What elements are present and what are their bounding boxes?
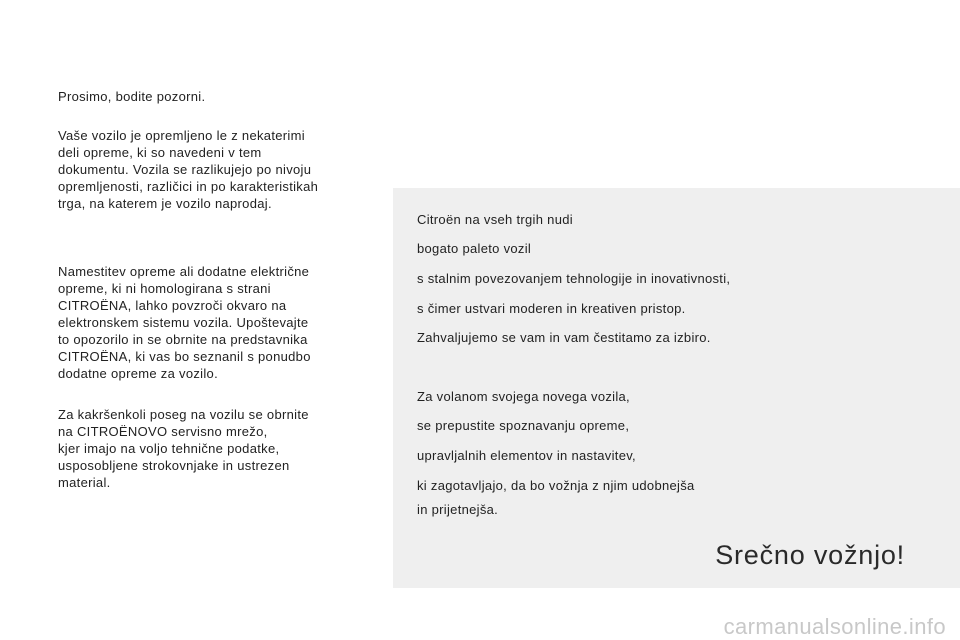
welcome-line: bogato paleto vozil [417, 241, 532, 256]
welcome-panel [393, 188, 960, 588]
paragraph-line: CITROËNA, ki vas bo seznanil s ponudbo [58, 349, 311, 364]
welcome-line: in prijetnejša. [417, 502, 499, 517]
paragraph-line: to opozorilo in se obrnite na predstavnika [58, 332, 308, 347]
welcome-line: ki zagotavljajo, da bo vožnja z njim udobnejša [417, 478, 695, 493]
welcome-line: Za volanom svojega novega vozila, [417, 389, 630, 404]
paragraph-line: dodatne opreme za vozilo. [58, 366, 218, 381]
paragraph-line: dokumentu. Vozila se razlikujejo po nivoju [58, 162, 312, 177]
paragraph-line: Za kakršenkoli poseg na vozilu se obrnite [58, 407, 309, 422]
service-network-paragraph [58, 406, 358, 491]
notice-text: Prosimo, bodite pozorni. [58, 89, 206, 104]
welcome-line: s čimer ustvari moderen in kreativen pristop. [417, 301, 686, 316]
paragraph-line: usposobljene strokovnjake in ustrezen [58, 458, 290, 473]
paragraph-line: material. [58, 475, 111, 490]
welcome-line: s stalnim povezovanjem tehnologije in inovativnosti, [417, 271, 731, 286]
paragraph-line: CITROËNA, lahko povzroči okvaro na [58, 298, 287, 313]
paragraph-line: Namestitev opreme ali dodatne električne [58, 264, 310, 279]
paragraph-line: trga, na katerem je vozilo naprodaj. [58, 196, 272, 211]
welcome-line: upravljalnih elementov in nastavitev, [417, 448, 636, 463]
welcome-line: Citroën na vseh trgih nudi [417, 212, 573, 227]
paragraph-line: opremljenosti, različici in po karakteristikah [58, 179, 319, 194]
welcome-line: se prepustite spoznavanju opreme, [417, 418, 630, 433]
paragraph-line: deli opreme, ki so navedeni v tem [58, 145, 262, 160]
paragraph-line: elektronskem sistemu vozila. Upoštevajte [58, 315, 309, 330]
equipment-paragraph [58, 127, 358, 212]
paragraph-line: Vaše vozilo je opremljeno le z nekaterimi [58, 128, 305, 143]
paragraph-line: opreme, ki ni homologirana s strani [58, 281, 271, 296]
closing-greeting: Srečno vožnjo! [715, 540, 905, 570]
installation-warning-paragraph [58, 263, 358, 382]
paragraph-line: kjer imajo na voljo tehnične podatke, [58, 441, 280, 456]
paragraph-line: na CITROËNOVO servisno mrežo, [58, 424, 268, 439]
welcome-line: Zahvaljujemo se vam in vam čestitamo za izbiro. [417, 330, 711, 345]
watermark: carmanualsonline.info [723, 614, 946, 639]
